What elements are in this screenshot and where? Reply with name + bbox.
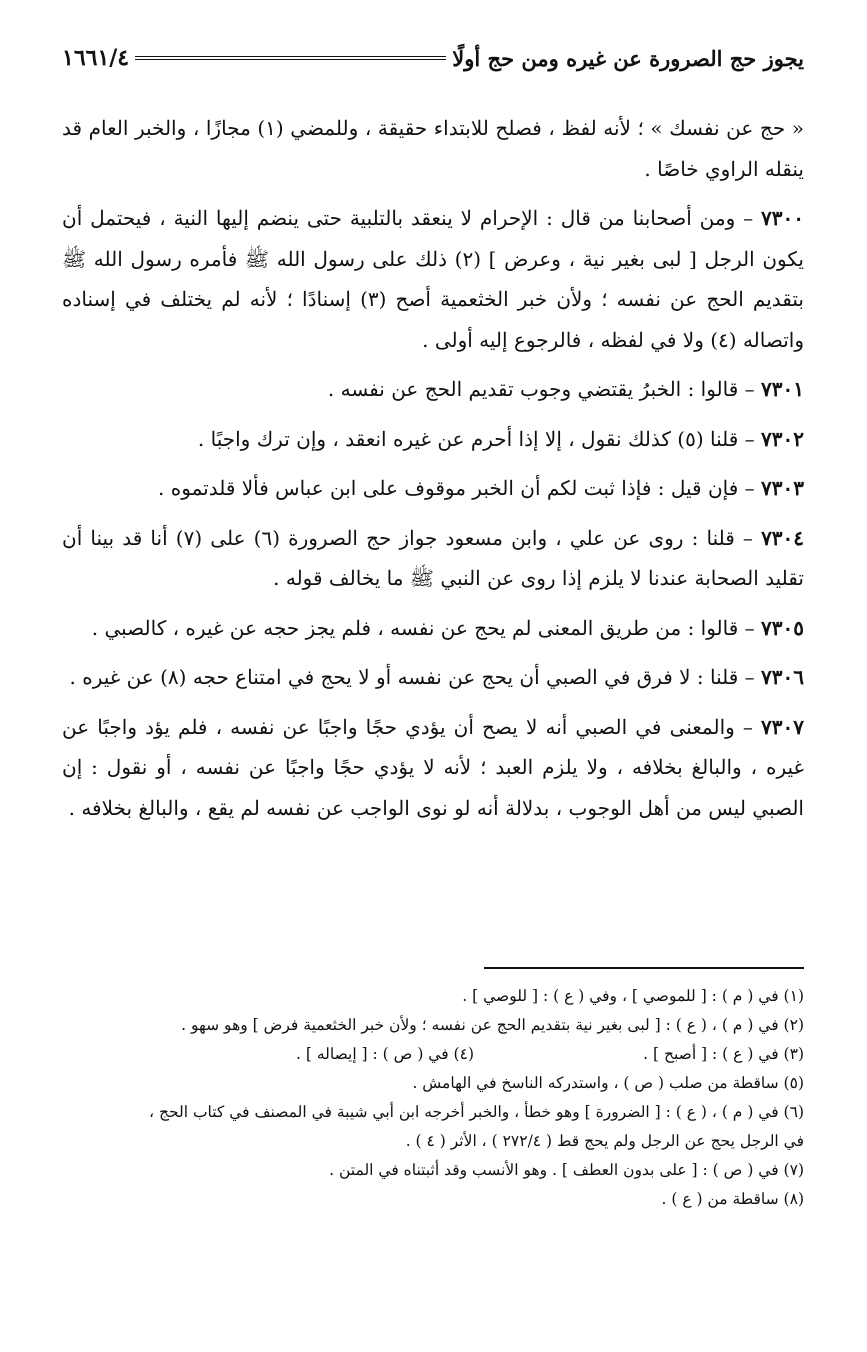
footnote: (٣) في ( ع ) : [ أصبح ] . — [643, 1045, 804, 1063]
main-text — [62, 108, 804, 837]
footnote: (٧) في ( ص ) : [ على بدون العطف ] . وهو الأنسب وقد أثبتناه في المتن . — [329, 1161, 804, 1179]
running-title: يجوز حج الصرورة عن غيره ومن حج أولًا — [452, 45, 804, 71]
paragraph — [62, 608, 804, 649]
footnote: (١) في ( م ) : [ للموصي ] ، وفي ( ع ) : [ للوصي ] . — [462, 987, 804, 1005]
footnote-continuation: في الرجل يحج عن الرجل ولم يحج قط ( ٢٧٢/٤ ) ، الأثر ( ٤ ) . — [405, 1132, 804, 1150]
paragraph — [62, 108, 804, 189]
footnote: (٦) في ( م ) ، ( ع ) : [ الضرورة ] وهو خطأ ، والخبر أخرجه ابن أبي شيبة في المصنف في كتاب الحج ، — [149, 1103, 804, 1121]
paragraph-text: « حج عن نفسك » ؛ لأنه لفظ ، فصلح للابتداء حقيقة ، وللمضي (١) مجازًا ، والخبر العام قد ينقله الراوي خاصًا . — [62, 116, 804, 181]
paragraph-number: ٧٣٠٢ — [761, 426, 804, 451]
footnote: (٥) ساقطة من صلب ( ص ) ، واستدركه الناسخ في الهامش . — [412, 1074, 804, 1092]
footnotes — [62, 982, 804, 1214]
paragraph-text: – قالوا : الخبرُ يقتضي وجوب تقديم الحج عن نفسه . — [327, 377, 755, 401]
paragraph — [62, 657, 804, 698]
paragraph — [62, 518, 804, 599]
paragraph-number: ٧٣٠٤ — [761, 525, 805, 550]
paragraph-number: ٧٣٠٧ — [761, 714, 805, 739]
paragraph — [62, 707, 804, 829]
page-number: ١٦٦١/٤ — [62, 45, 130, 71]
footnote: (٨) ساقطة من ( ع ) . — [661, 1190, 804, 1208]
paragraph-text: – قالوا : من طريق المعنى لم يحج عن نفسه ، فلم يجز حجه عن غيره ، كالصبي . — [91, 615, 755, 640]
paragraph-text: – فإن قيل : فإذا ثبت لكم أن الخبر موقوف على ابن عباس فألا قلدتموه . — [158, 476, 755, 500]
paragraph-number: ٧٣٠١ — [761, 377, 804, 401]
paragraph-number: ٧٣٠٣ — [761, 476, 804, 500]
paragraph — [62, 419, 804, 460]
paragraph-text: – قلنا (٥) كذلك نقول ، إلا إذا أحرم عن غيره انعقد ، وإن ترك واجبًا . — [197, 426, 755, 451]
header-rule — [135, 56, 446, 60]
paragraph — [62, 468, 804, 509]
footnote: (٢) في ( م ) ، ( ع ) : [ لبى بغير نية بتقديم الحج عن نفسه ؛ ولأن خبر الخثعمية فرض ] وهو سهو . — [181, 1016, 804, 1034]
paragraph-text: – قلنا : لا فرق في الصبي أن يحج عن نفسه أو لا يحج في امتناع حجه (٨) عن غيره . — [69, 665, 755, 689]
paragraph-number: ٧٣٠٦ — [761, 665, 804, 689]
paragraph — [62, 198, 804, 360]
footnote: (٤) في ( ص ) : [ إيصاله ] . — [295, 1045, 474, 1063]
footnote-separator — [484, 967, 804, 969]
page-header — [62, 38, 804, 78]
footnote-pair — [62, 1040, 804, 1069]
paragraph-text: – ومن أصحابنا من قال : الإحرام لا ينعقد بالتلبية حتى ينضم إليها النية ، فيحتمل أن يكون الرجل [ لبى بغير نية ، وعرض ] (٢) ذلك على رسول الله ﷺ فأمره رسول الله ﷺ بتقديم الحج عن نفسه ؛ ولأن خبر الخثعمية أصح (٣) إسنادًا ؛ لأنه لم يختلف في إسناده واتصاله (٤) ولا في لفظه ، فالرجوع إليه أولى . — [62, 206, 805, 352]
paragraph-number: ٧٣٠٠ — [761, 206, 804, 230]
paragraph-text: – والمعنى في الصبي أنه لا يصح أن يؤدي حجًا واجبًا عن نفسه ، فلم يؤد واجبًا عن غيره ، والبالغ بخلافه ، ولا يلزم العبد ؛ لأنه لا يؤدي حجًا واجبًا عن نفسه ، أو نقول : إن الصبي ليس من أهل الوجوب ، بدلالة أنه لو نوى الواجب عن نفسه لم يقع ، والبالغ بخلافه . — [62, 714, 804, 820]
paragraph — [62, 369, 804, 410]
paragraph-number: ٧٣٠٥ — [761, 615, 804, 640]
paragraph-text: – قلنا : روى عن علي ، وابن مسعود جواز حج الصرورة (٦) على (٧) أنا قد بينا أن تقليد الصحابة عندنا لا يلزم إذا روى عن النبي ﷺ ما يخالف قوله . — [62, 525, 804, 590]
